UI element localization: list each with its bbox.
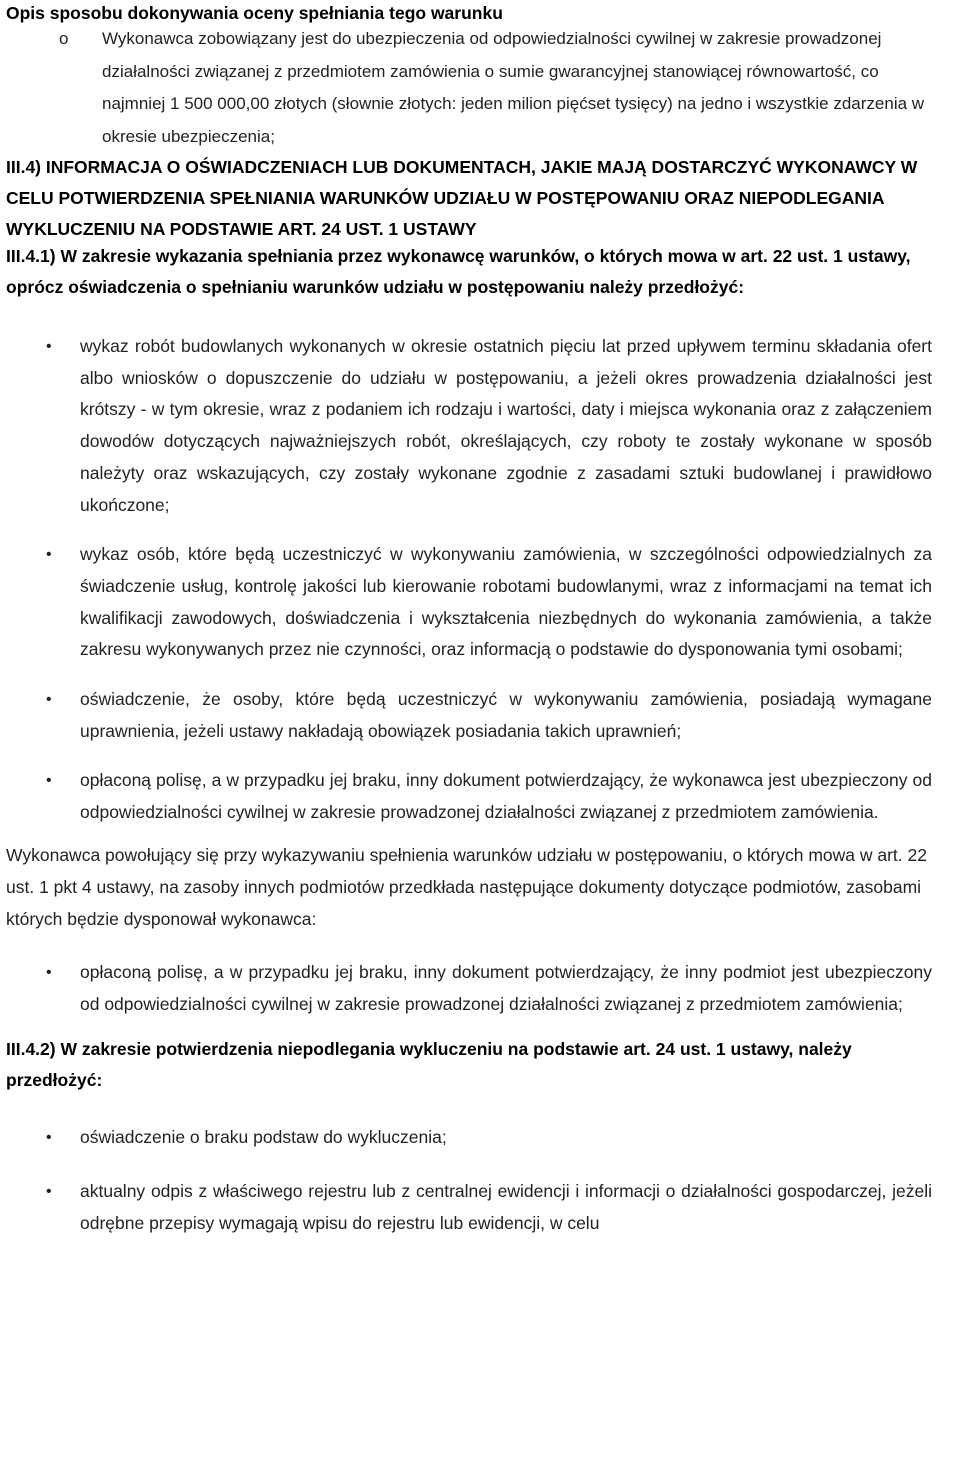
required-documents-list	[6, 331, 932, 829]
list-item	[6, 331, 932, 521]
bullet-icon: •	[46, 338, 52, 355]
list-marker: o	[59, 29, 69, 48]
list-item	[6, 539, 932, 666]
bullet-icon: •	[46, 691, 52, 709]
list-item	[6, 765, 932, 828]
list-item-text: oświadczenie, że osoby, które będą uczestniczyć w wykonywaniu zamówienia, posiadają wymagane uprawnienia, jeżeli ustawy nakładają obowiązek posiadania takich uprawnień;	[80, 689, 932, 741]
other-entity-documents-list	[6, 957, 932, 1020]
bullet-icon: •	[46, 963, 52, 981]
list-item-text: wykaz osób, które będą uczestniczyć w wykonywaniu zamówienia, w szczególności odpowiedzialnych za świadczenie usług, kontrolę jakości lub kierowanie robotami budowlanymi, wraz z informacjami na temat ich kwalifikacji zawodowych, doświadczenia i wykształcenia niezbędnych do wykonania zamówienia, a także zakresu wykonywanych przez nie czynności, oraz informacją o podstawie do dysponowania tymi osobami;	[80, 544, 932, 660]
exclusion-documents-list	[6, 1122, 932, 1239]
resources-paragraph: Wykonawca powołujący się przy wykazywaniu spełnienia warunków udziału w postępowaniu, o których mowa w art. 22 ust. 1 pkt 4 ustawy, na zasoby innych podmiotów przedkłada następujące dokumenty dotyczące podmiotów, zasobami których będzie dysponował wykonawca:	[6, 844, 927, 929]
list-item-text: opłaconą polisę, a w przypadku jej braku, inny dokument potwierdzający, że wykonawca jest ubezpieczony od odpowiedzialności cywilnej w zakresie prowadzonej działalności związanej z przedmiotem zamówienia.	[80, 770, 932, 823]
list-item-text: wykaz robót budowlanych wykonanych w okresie ostatnich pięciu lat przed upływem terminu składania ofert albo wniosków o dopuszczenie do udziału w postępowaniu, a jeżeli okres prowadzenia działalności jest krótszy - w tym okresie, wraz z podaniem ich rodzaju i wartości, daty i miejsca wykonania oraz z załączeniem dowodów dotyczących najważniejszych robót, określających, czy roboty te zostały wykonane w sposób należyty oraz wskazujących, czy zostały wykonane zgodnie z zasadami sztuki budowlanej i prawidłowo ukończone;	[80, 336, 932, 515]
list-item	[6, 684, 932, 747]
section-3-4-title: III.4) INFORMACJA O OŚWIADCZENIACH LUB DOKUMENTACH, JAKIE MAJĄ DOSTARCZYĆ WYKONAWCY W CELU POTWIERDZENIA SPEŁNIANIA WARUNKÓW UDZIAŁU W POSTĘPOWANIU ORAZ NIEPODLEGANIA WYKLUCZENIU NA PODSTAWIE ART. 24 UST. 1 USTAWY	[6, 157, 918, 239]
list-item-text: aktualny odpis z właściwego rejestru lub z centralnej ewidencji i informacji o działalności gospodarczej, jeżeli odrębne przepisy wymagają wpisu do rejestru lub ewidencji, w celu	[80, 1180, 932, 1233]
list-item-text: oświadczenie o braku podstaw do wykluczenia;	[80, 1127, 447, 1148]
bullet-icon: •	[46, 1182, 52, 1200]
bullet-icon: •	[46, 772, 52, 790]
list-item	[6, 1122, 932, 1154]
bullet-icon: •	[46, 546, 52, 564]
section-heading: Opis sposobu dokonywania oceny spełniania tego warunku	[6, 3, 503, 23]
list-item	[40, 23, 932, 153]
list-item	[6, 1176, 932, 1239]
section-3-4-2-title: III.4.2) W zakresie potwierdzenia niepodlegania wykluczeniu na podstawie art. 24 ust. 1 ustawy, należy przedłożyć:	[6, 1039, 852, 1091]
list-item-text: Wykonawca zobowiązany jest do ubezpieczenia od odpowiedzialności cywilnej w zakresie prowadzonej działalności związanej z przedmiotem zamówienia o sumie gwarancyjnej stanowiącej równowartość, co najmniej 1 500 000,00 złotych (słownie złotych: jeden milion pięćset tysięcy) na jedno i wszystkie zdarzenia w okresie ubezpieczenia;	[102, 29, 925, 146]
list-item-text: opłaconą polisę, a w przypadku jej braku, inny dokument potwierdzający, że inny podmiot jest ubezpieczony od odpowiedzialności cywilnej w zakresie prowadzonej działalności związanej z przedmiotem zamówienia;	[80, 961, 932, 1014]
document-page	[6, 0, 932, 1239]
bullet-icon: •	[46, 1129, 52, 1147]
section-3-4-1-title: III.4.1) W zakresie wykazania spełniania przez wykonawcę warunków, o których mowa w art. 22 ust. 1 ustawy, oprócz oświadczenia o spełnianiu warunków udziału w postępowaniu należy przedłożyć:	[6, 246, 911, 297]
list-item	[6, 957, 932, 1020]
insurance-list	[6, 23, 932, 153]
